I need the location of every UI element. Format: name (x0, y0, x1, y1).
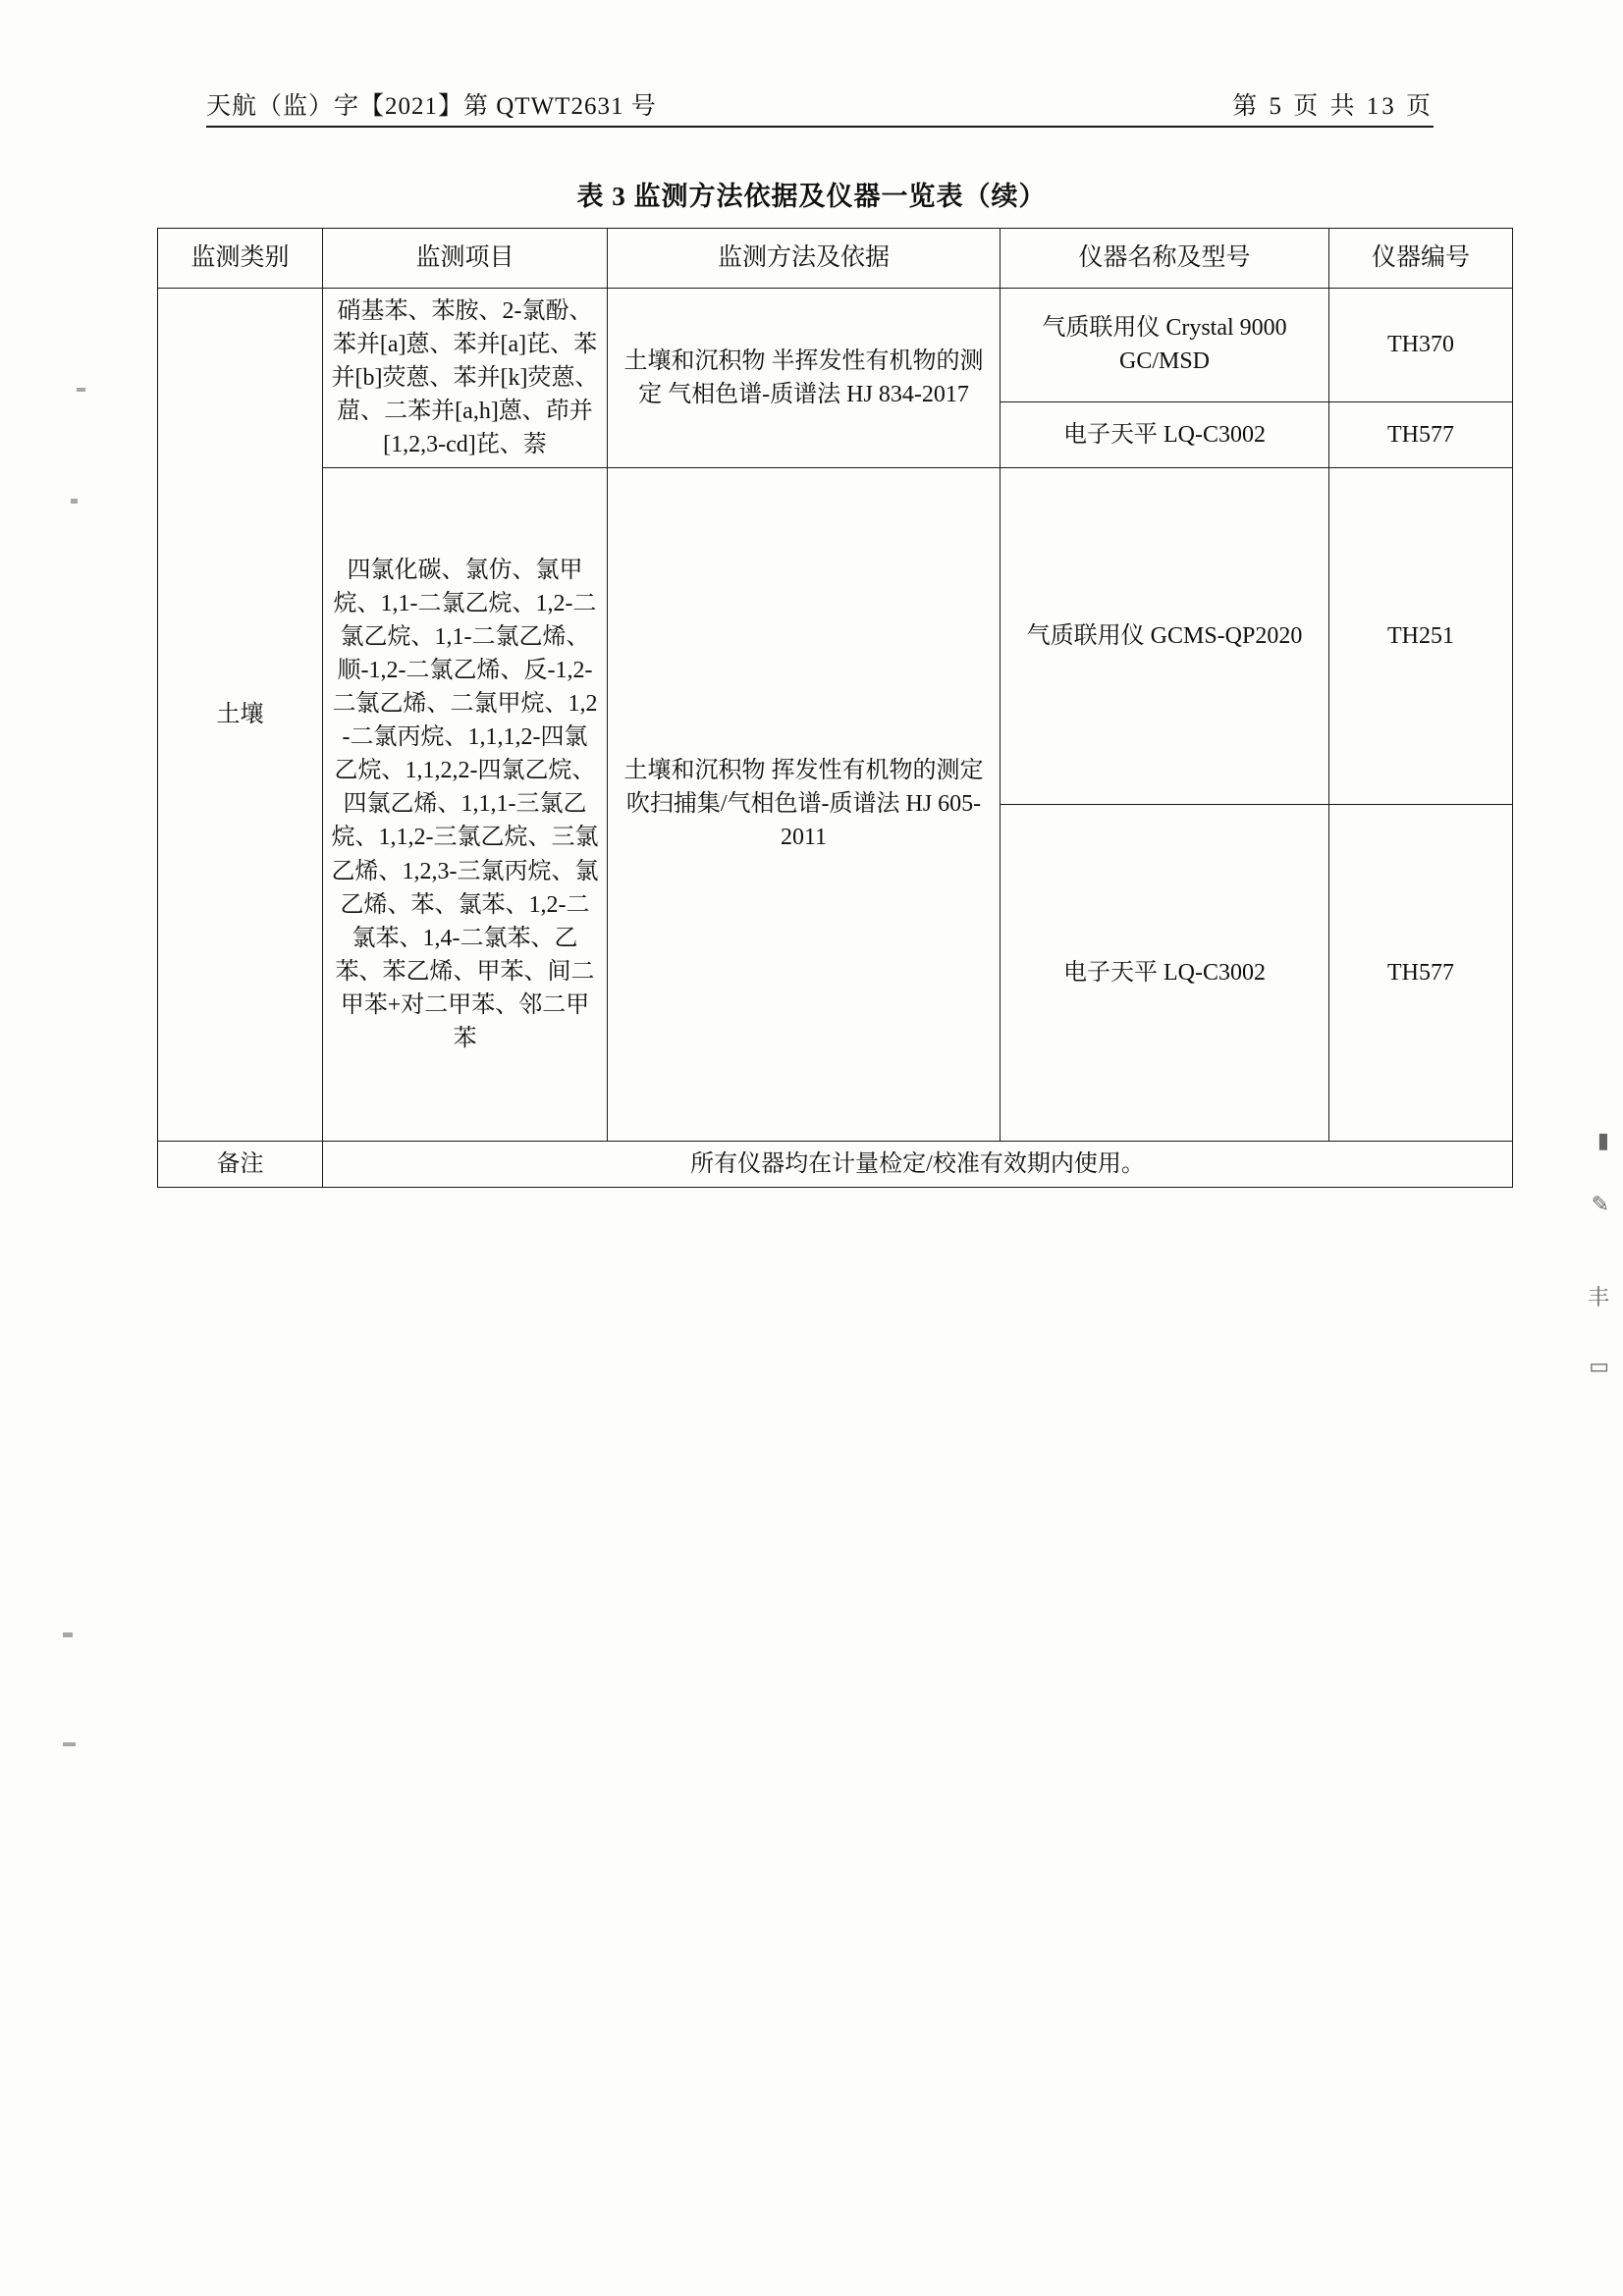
scan-speck (71, 499, 78, 504)
cell-instrument-code: TH251 (1329, 467, 1513, 804)
scan-edge-mark: ✎ (1591, 1192, 1609, 1216)
table-row (158, 467, 1513, 804)
scan-edge-mark: ▭ (1589, 1354, 1609, 1378)
cell-instrument-code: TH577 (1329, 804, 1513, 1141)
table-container (157, 228, 1512, 1188)
cell-instrument-code: TH577 (1329, 401, 1513, 467)
cell-remark-label: 备注 (158, 1141, 323, 1187)
cell-method-volatile: 土壤和沉积物 挥发性有机物的测定 吹扫捕集/气相色谱-质谱法 HJ 605-2011 (608, 467, 1001, 1141)
column-header-instrument-code: 仪器编号 (1329, 229, 1513, 289)
column-header-method: 监测方法及依据 (608, 229, 1001, 289)
scan-speck (77, 388, 85, 392)
cell-instrument-name: 电子天平 LQ-C3002 (1001, 401, 1329, 467)
document-reference: 天航（监）字【2021】第 QTWT2631 号 (206, 93, 657, 120)
table-row (158, 288, 1513, 401)
scan-edge-mark: 丰 (1587, 1285, 1609, 1309)
column-header-category: 监测类别 (158, 229, 323, 289)
cell-items-semivolatile: 硝基苯、苯胺、2-氯酚、苯并[a]蒽、苯并[a]芘、苯并[b]荧蒽、苯并[k]荧蒽、䓛、二苯并[a,h]蒽、茚并[1,2,3-cd]芘、萘 (323, 288, 608, 467)
page-header (206, 86, 1434, 122)
cell-instrument-name: 气质联用仪 Crystal 9000 GC/MSD (1001, 288, 1329, 401)
scan-speck (63, 1632, 73, 1637)
cell-instrument-name: 气质联用仪 GCMS-QP2020 (1001, 467, 1329, 804)
cell-category: 土壤 (158, 288, 323, 1141)
cell-remark-text: 所有仪器均在计量检定/校准有效期内使用。 (323, 1141, 1513, 1187)
column-header-instrument: 仪器名称及型号 (1001, 229, 1329, 289)
column-header-item: 监测项目 (323, 229, 608, 289)
cell-method-semivolatile: 土壤和沉积物 半挥发性有机物的测定 气相色谱-质谱法 HJ 834-2017 (608, 288, 1001, 467)
table-remark-row (158, 1141, 1513, 1187)
cell-instrument-name: 电子天平 LQ-C3002 (1001, 804, 1329, 1141)
scan-edge-mark: ▮ (1596, 1128, 1609, 1152)
cell-instrument-code: TH370 (1329, 288, 1513, 401)
page-number: 第 5 页 共 13 页 (1232, 93, 1434, 120)
monitoring-methods-table (157, 228, 1513, 1188)
scan-speck (63, 1742, 76, 1746)
table-caption: 表 3 监测方法依据及仪器一览表（续） (576, 182, 1047, 211)
cell-items-volatile: 四氯化碳、氯仿、氯甲烷、1,1-二氯乙烷、1,2-二氯乙烷、1,1-二氯乙烯、顺-1,2-二氯乙烯、反-1,2-二氯乙烯、二氯甲烷、1,2-二氯丙烷、1,1,1,2-四氯乙烷、1,1,2,2-四氯乙烷、四氯乙烯、1,1,1-三氯乙烷、1,1,2-三氯乙烷、三氯乙烯、1,2,3-三氯丙烷、氯乙烯、苯、氯苯、1,2-二氯苯、1,4-二氯苯、乙苯、苯乙烯、甲苯、间二甲苯+对二甲苯、邻二甲苯 (323, 467, 608, 1141)
table-header-row (158, 229, 1513, 289)
header-divider (206, 126, 1434, 128)
